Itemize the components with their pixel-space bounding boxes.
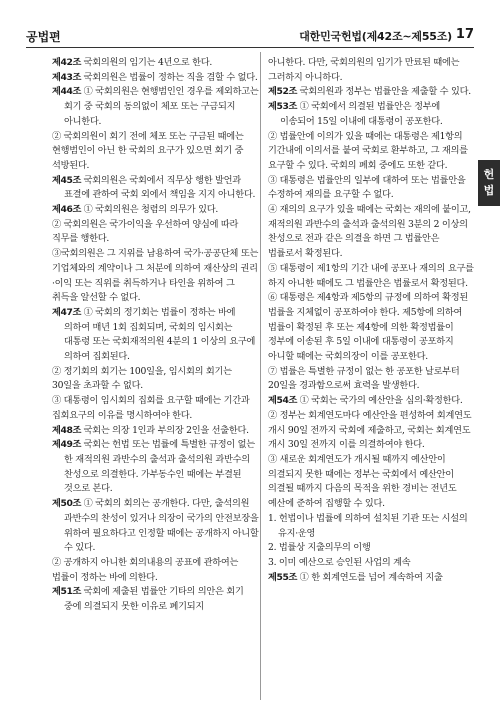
article-number: 제43조 — [52, 71, 81, 83]
article-text: 국회의원은 법률이 정하는 직을 겸할 수 없다. — [83, 71, 258, 83]
chapter-tab — [478, 160, 500, 206]
paragraph: ④ 재의의 요구가 있을 때에는 국회는 재의에 붙이고, 재적의원 과반수의 출석과 출석의원 3분의 2 이상의 찬성으로 전과 같은 의결을 하면 그 법률안은 법률로서 확정된다. — [268, 204, 471, 260]
list-item: 3. 이미 예산으로 승인된 사업의 계속 — [268, 556, 411, 568]
article-text: 국회에 제출된 법률안 기타의 의안은 회기 중에 의결되지 못한 이유로 폐기되지 — [64, 586, 244, 613]
paragraph: ① 한 회계연도를 넘어 계속하여 지출 — [299, 571, 443, 583]
article-45 — [52, 174, 260, 203]
article-51 — [52, 585, 260, 614]
article-text: 국회는 헌법 또는 법률에 특별한 규정이 없는 한 재적의원 과반수의 출석과 출석의원 과반수의 찬성으로 의결한다. 가부동수인 때에는 부결된 것으로 본다. — [64, 439, 255, 495]
paragraph: ③ 대통령이 임시회의 집회를 요구할 때에는 기간과 집회요구의 이유를 명시하여야 한다. — [52, 395, 250, 421]
paragraph: ① 국회는 국가의 예산안을 심의·확정한다. — [299, 395, 463, 407]
article-text: 국회는 의장 1인과 부의장 2인을 선출한다. — [83, 424, 249, 436]
article-text: 국회의원의 임기는 4년으로 한다. — [83, 57, 213, 68]
article-55 — [268, 571, 476, 586]
list-item: 2. 법률상 지출의무의 이행 — [268, 542, 371, 554]
paragraph: ⑦ 법률은 특별한 규정이 없는 한 공포한 날로부터 20일을 경과함으로써 효력을 발생한다. — [268, 365, 460, 392]
page-number: 17 — [455, 27, 474, 42]
article-text: 국회의원은 국회에서 직무상 행한 발언과 표결에 관하여 국회 외에서 책임을 지지 아니한다. — [64, 174, 256, 201]
paragraph: ③ 새로운 회계연도가 개시될 때까지 예산안이 의결되지 못한 때에는 정부는 국회에서 예산안이 의결될 때까지 다음의 목적을 위한 경비는 전년도 예산에 준하여 집행할 수 있다. — [268, 453, 457, 510]
article-54 — [268, 394, 476, 409]
article-number: 제42조 — [52, 57, 81, 68]
article-number: 제53조 — [268, 101, 297, 113]
chapter-tab-char-2: 법 — [483, 184, 495, 197]
article-number: 제51조 — [52, 586, 81, 598]
list-item: 1. 헌법이나 법률에 의하여 설치된 기관 또는 시설의 유지·운영 — [268, 512, 468, 539]
article-number: 제54조 — [268, 395, 297, 407]
right-column — [268, 56, 476, 585]
paragraph: ③ 대통령은 법률안의 일부에 대하여 또는 법률안을 수정하여 재의를 요구할 수 없다. — [268, 174, 466, 201]
paragraph: ③국회의원은 그 지위를 남용하여 국가·공공단체 또는 기업체와의 계약이나 그 처분에 의하여 재산상의 권리·이익 또는 직위를 취득하거나 타인을 위하여 그 취득을 알선할 수 없다. — [52, 248, 259, 304]
article-number: 제55조 — [268, 571, 297, 583]
paragraph: ② 정부는 회계연도마다 예산안을 편성하여 회계연도 개시 90일 전까지 국회에 제출하고, 국회는 회계연도 개시 30일 전까지 이를 의결하여야 한다. — [268, 409, 472, 451]
paragraph: ② 국회의원은 국가이익을 우선하여 양심에 따라 직무를 행한다. — [52, 218, 239, 245]
left-column — [52, 56, 260, 615]
page-header — [26, 26, 474, 48]
section-label: 공법편 — [26, 30, 61, 44]
paragraph: ② 정기회의 회기는 100일을, 임시회의 회기는 30일을 초과할 수 없다. — [52, 365, 232, 392]
article-number: 제50조 — [52, 498, 81, 510]
article-number: 제52조 — [268, 86, 297, 98]
article-number: 제47조 — [52, 306, 81, 318]
paragraph: ① 국회의원은 현행범인인 경우를 제외하고는 회기 중 국회의 동의없이 체포 또는 구금되지 아니한다. — [64, 86, 259, 127]
article-text: 국회의원과 정부는 법률안을 제출할 수 있다. — [299, 86, 471, 98]
article-47 — [52, 306, 260, 365]
article-42 — [52, 56, 260, 71]
article-48 — [52, 424, 260, 439]
article-50 — [52, 497, 260, 556]
article-51-continued: 아니한다. 다만, 국회의원의 임기가 만료된 때에는 그러하지 아니하다. — [268, 57, 460, 83]
paragraph: ② 공개하지 아니한 회의내용의 공표에 관하여는 법률이 정하는 바에 의한다. — [52, 556, 239, 583]
article-46 — [52, 203, 260, 218]
paragraph: ① 국회의 정기회는 법률이 정하는 바에 의하여 매년 1회 집회되며, 국회의 임시회는 대통령 또는 국회재적의원 4분의 1 이상의 요구에 의하여 집회된다. — [64, 306, 256, 363]
paragraph: ① 국회의 회의는 공개한다. 다만, 출석의원 과반수의 찬성이 있거나 의장이 국가의 안전보장을 위하여 필요하다고 인정할 때에는 공개하지 아니할 수 있다. — [64, 498, 259, 554]
article-53 — [268, 100, 476, 129]
chapter-tab-char-1: 헌 — [483, 168, 495, 181]
paragraph: ⑥ 대통령은 제4항과 제5항의 규정에 의하여 확정된 법률을 지체없이 공포하여야 한다. 제5항에 의하여 법률이 확정된 후 또는 제4항에 의한 확정법률이 정부에 이송된 후 5일 이내에 대통령이 공포하지 아니할 때에는 국회의장이 이를 공포한다. — [268, 292, 469, 363]
article-52 — [268, 85, 476, 100]
running-title: 대한민국헌법(제42조~제55조) — [299, 30, 452, 43]
article-49 — [52, 438, 260, 497]
column-divider — [260, 52, 261, 700]
paragraph: ① 국회에서 의결된 법률안은 정부에 이송되어 15일 이내에 대통령이 공포한다. — [280, 101, 443, 127]
article-number: 제48조 — [52, 424, 81, 436]
paragraph: ② 법률안에 이의가 있을 때에는 대통령은 제1항의 기간내에 이의서를 붙여 국회로 환부하고, 그 재의를 요구할 수 있다. 국회의 폐회 중에도 또한 같다. — [268, 130, 468, 171]
paragraph: ⑤ 대통령이 제1항의 기간 내에 공포나 재의의 요구를 하지 아니한 때에도 그 법률안은 법률로서 확정된다. — [268, 262, 474, 289]
article-44 — [52, 85, 260, 129]
article-number: 제44조 — [52, 86, 81, 98]
paragraph: ② 국회의원이 회기 전에 체포 또는 구금된 때에는 현행범인이 아닌 한 국회의 요구가 있으면 회기 중 석방된다. — [52, 130, 244, 171]
article-number: 제45조 — [52, 174, 81, 186]
article-number: 제46조 — [52, 204, 81, 216]
paragraph: ① 국회의원은 청렴의 의무가 있다. — [83, 204, 219, 216]
header-rule — [26, 47, 474, 48]
article-number: 제49조 — [52, 439, 81, 451]
article-43 — [52, 71, 260, 86]
